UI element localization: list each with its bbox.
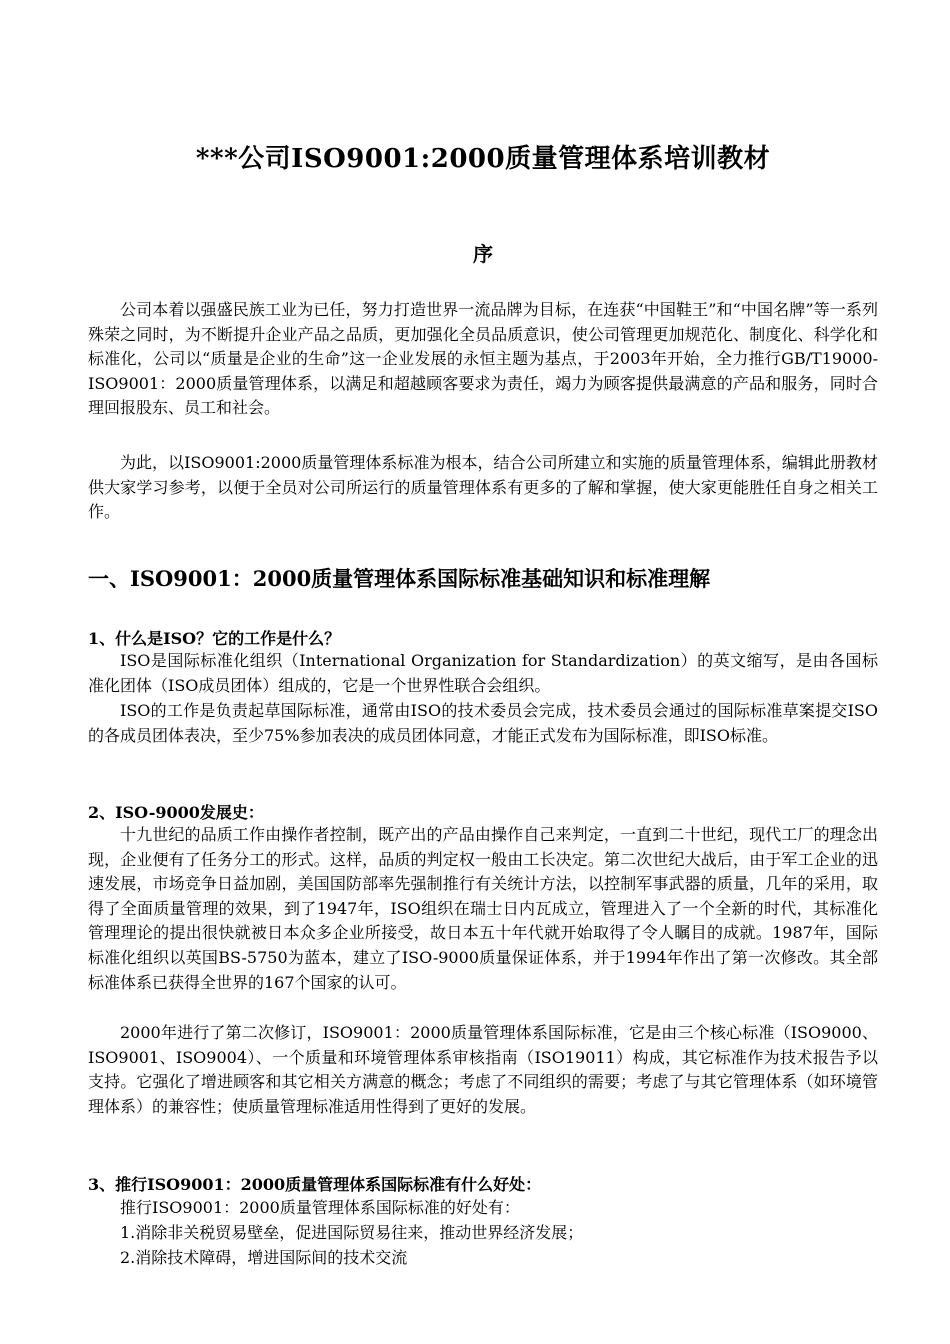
preface-heading: 序 [473, 242, 493, 266]
question-2-heading: 2、ISO-9000发展史： [88, 803, 264, 822]
document-title: ***公司ISO9001:2000质量管理体系培训教材 [195, 144, 771, 174]
question-3-intro: 推行ISO9001：2000质量管理体系国际标准的好处有： [120, 1198, 520, 1217]
question-1-paragraph-1: ISO是国际标准化组织（International Organization for Standardization）的英文缩写，是由各国标准化团体（ISO成员团体）组成的，它是一个世界性联合会组织。 [88, 651, 878, 695]
preface-paragraph-2: 为此，以ISO9001:2000质量管理体系标准为根本，结合公司所建立和实施的质量管理体系，编辑此册教材供大家学习参考，以便于全员对公司所运行的质量管理体系有更多的了解和掌握，使大家更能胜任自身之相关工作。 [88, 453, 878, 522]
question-2-paragraph-2: 2000年进行了第二次修订，ISO9001：2000质量管理体系国际标准，它是由三个核心标准（ISO9000、ISO9001、ISO9004）、一个质量和环境管理体系审核指南（ISO19011）构成，其它标准作为技术报告予以支持。它强化了增进顾客和其它相关方满意的概念；考虑了不同组织的需要；考虑了与其它管理体系（如环境管理体系）的兼容性；使质量管理标准适用性得到了更好的发展。 [88, 1023, 878, 1116]
benefit-item-1: 1.消除非关税贸易壁垒，促进国际贸易往来，推动世界经济发展； [120, 1223, 584, 1242]
preface-paragraph-1: 公司本着以强盛民族工业为已任，努力打造世界一流品牌为目标，在连获“中国鞋王”和“中国名牌”等一系列殊荣之同时，为不断提升企业产品之品质，更加强化全员品质意识，使公司管理更加规范化、制度化、科学化和标准化，公司以“质量是企业的生命”这一企业发展的永恒主题为基点，于2003年开始，全力推行GB/T19000-ISO9001：2000质量管理体系，以满足和超越顾客要求为责任，竭力为顾客提供最满意的产品和服务，同时合理回报股东、员工和社会。 [88, 300, 878, 418]
benefit-item-2: 2.消除技术障碍，增进国际间的技术交流 [120, 1248, 408, 1267]
question-3-heading: 3、推行ISO9001：2000质量管理体系国际标准有什么好处： [88, 1175, 542, 1194]
question-2-paragraph-1: 十九世纪的品质工作由操作者控制，既产出的产品由操作自己来判定，一直到二十世纪，现代工厂的理念出现，企业便有了任务分工的形式。这样，品质的判定权一般由工长决定。第二次世纪大战后，由于军工企业的迅速发展，市场竞争日益加剧，美国国防部率先强制推行有关统计方法，以控制军事武器的质量，几年的采用，取得了全面质量管理的效果，到了1947年，ISO组织在瑞士日内瓦成立，管理进入了一个全新的时代，其标准化管理理论的提出很快就被日本众多企业所接受，故日本五十年代就开始取得了令人瞩目的成就。1987年，国际标准化组织以英国BS-5750为蓝本，建立了ISO-9000质量保证体系，并于1994年作出了第一次修改。其全部标准体系已获得全世界的167个国家的认可。 [88, 825, 878, 992]
question-1-heading: 1、什么是ISO？它的工作是什么？ [88, 629, 341, 648]
question-1-paragraph-2: ISO的工作是负责起草国际标准，通常由ISO的技术委员会完成，技术委员会通过的国际标准草案提交ISO的各成员团体表决，至少75%参加表决的成员团体同意，才能正式发布为国际标准，即ISO标准。 [88, 701, 878, 745]
section-1-heading: 一、ISO9001：2000质量管理体系国际标准基础知识和标准理解 [88, 566, 711, 591]
